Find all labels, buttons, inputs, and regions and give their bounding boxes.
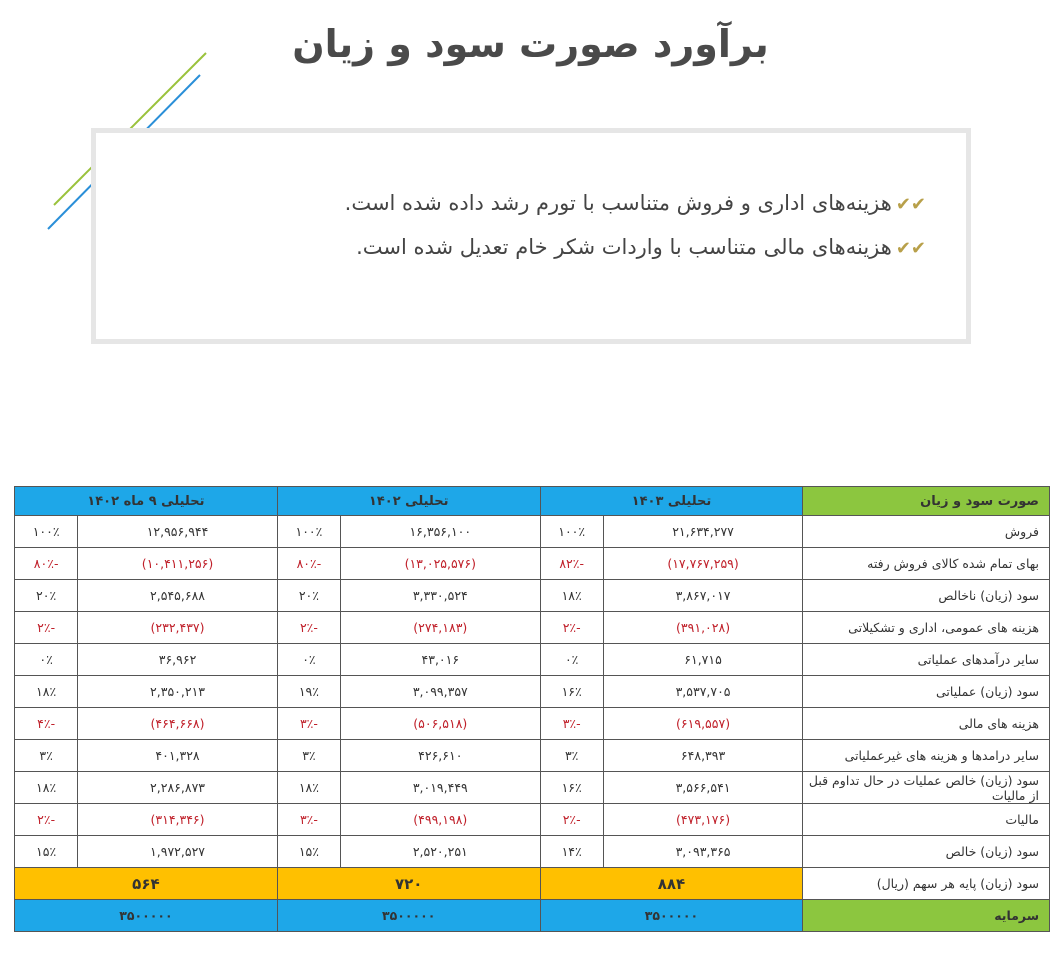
- value-1402: ۳,۳۳۰,۵۲۴: [341, 580, 541, 612]
- value-1403: ۳,۸۶۷,۰۱۷: [603, 580, 803, 612]
- value-9m-1402: (۴۶۴,۶۶۸): [78, 708, 278, 740]
- capital-1403: ۳۵۰۰۰۰۰: [540, 900, 803, 932]
- row-label: فروش: [803, 516, 1050, 548]
- table-body: [15, 516, 1050, 868]
- percent-1402: ۱۸٪: [277, 772, 340, 804]
- profit-loss-table: [14, 486, 1050, 932]
- capital-9m-1402: ۳۵۰۰۰۰۰: [15, 900, 278, 932]
- value-9m-1402: (۲۳۲,۴۳۷): [78, 612, 278, 644]
- table-row: [15, 676, 1050, 708]
- table-row: [15, 548, 1050, 580]
- table-row: [15, 644, 1050, 676]
- percent-1402: ۳٪: [277, 740, 340, 772]
- row-label: سایر درآمدهای عملیاتی: [803, 644, 1050, 676]
- percent-1403: -۲٪: [540, 804, 603, 836]
- percent-9m-1402: -۲٪: [15, 612, 78, 644]
- percent-1403: ۱۰۰٪: [540, 516, 603, 548]
- value-1402: ۳,۰۹۹,۳۵۷: [341, 676, 541, 708]
- percent-1402: -۳٪: [277, 708, 340, 740]
- percent-1403: ۰٪: [540, 644, 603, 676]
- row-label: سود (زیان) ناخالص: [803, 580, 1050, 612]
- table-row: [15, 740, 1050, 772]
- percent-1402: -۲٪: [277, 612, 340, 644]
- value-1403: ۲۱,۶۳۴,۲۷۷: [603, 516, 803, 548]
- row-label: هزینه های عمومی، اداری و تشکیلاتی: [803, 612, 1050, 644]
- percent-1402: -۳٪: [277, 804, 340, 836]
- percent-9m-1402: ۳٪: [15, 740, 78, 772]
- percent-1402: ۱۰۰٪: [277, 516, 340, 548]
- value-9m-1402: (۱۰,۴۱۱,۲۵۶): [78, 548, 278, 580]
- table-row: [15, 516, 1050, 548]
- table-row: [15, 804, 1050, 836]
- value-9m-1402: ۲,۳۵۰,۲۱۳: [78, 676, 278, 708]
- percent-1402: ۱۹٪: [277, 676, 340, 708]
- value-1402: (۱۳,۰۲۵,۵۷۶): [341, 548, 541, 580]
- value-1403: (۴۷۳,۱۷۶): [603, 804, 803, 836]
- header-1403: تحلیلی ۱۴۰۳: [540, 487, 803, 516]
- row-label: سود (زیان) عملیاتی: [803, 676, 1050, 708]
- eps-9m-1402: ۵۶۴: [15, 868, 278, 900]
- row-label: سود (زیان) خالص: [803, 836, 1050, 868]
- value-1402: ۲,۵۲۰,۲۵۱: [341, 836, 541, 868]
- value-9m-1402: (۳۱۴,۳۴۶): [78, 804, 278, 836]
- percent-9m-1402: -۸۰٪: [15, 548, 78, 580]
- percent-1403: ۱۸٪: [540, 580, 603, 612]
- notes-box: [91, 128, 971, 344]
- capital-label: سرمایه: [803, 900, 1050, 932]
- percent-1403: ۱۶٪: [540, 772, 603, 804]
- percent-1403: -۳٪: [540, 708, 603, 740]
- row-label: سود (زیان) خالص عملیات در حال تداوم قبل از مالیات: [803, 772, 1050, 804]
- header-1402: تحلیلی ۱۴۰۲: [277, 487, 540, 516]
- row-label: بهای تمام شده کالای فروش رفته: [803, 548, 1050, 580]
- value-1402: (۴۹۹,۱۹۸): [341, 804, 541, 836]
- header-9m-1402: تحلیلی ۹ ماه ۱۴۰۲: [15, 487, 278, 516]
- value-1403: ۶۴۸,۳۹۳: [603, 740, 803, 772]
- percent-9m-1402: ۱۸٪: [15, 772, 78, 804]
- percent-1402: ۲۰٪: [277, 580, 340, 612]
- value-9m-1402: ۲,۲۸۶,۸۷۳: [78, 772, 278, 804]
- note-text: هزینه‌های مالی متناسب با واردات شکر خام تعدیل شده است.: [356, 235, 892, 259]
- value-1403: (۱۷,۷۶۷,۲۵۹): [603, 548, 803, 580]
- eps-1403: ۸۸۴: [540, 868, 803, 900]
- percent-9m-1402: ۰٪: [15, 644, 78, 676]
- eps-label: سود (زیان) پایه هر سهم (ریال): [803, 868, 1050, 900]
- percent-9m-1402: -۴٪: [15, 708, 78, 740]
- percent-1402: ۰٪: [277, 644, 340, 676]
- note-item: [345, 191, 926, 215]
- value-9m-1402: ۴۰۱,۳۲۸: [78, 740, 278, 772]
- capital-1402: ۳۵۰۰۰۰۰: [277, 900, 540, 932]
- value-1402: ۴۳,۰۱۶: [341, 644, 541, 676]
- capital-row: [15, 900, 1050, 932]
- row-label: مالیات: [803, 804, 1050, 836]
- value-1403: ۳,۰۹۳,۳۶۵: [603, 836, 803, 868]
- value-1403: (۶۱۹,۵۵۷): [603, 708, 803, 740]
- percent-1403: ۳٪: [540, 740, 603, 772]
- header-statement: صورت سود و زیان: [803, 487, 1050, 516]
- value-9m-1402: ۳۶,۹۶۲: [78, 644, 278, 676]
- percent-9m-1402: ۱۵٪: [15, 836, 78, 868]
- percent-9m-1402: ۲۰٪: [15, 580, 78, 612]
- eps-1402: ۷۲۰: [277, 868, 540, 900]
- percent-1403: -۸۲٪: [540, 548, 603, 580]
- value-1403: ۶۱,۷۱۵: [603, 644, 803, 676]
- percent-1402: -۸۰٪: [277, 548, 340, 580]
- percent-1403: ۱۴٪: [540, 836, 603, 868]
- table-row: [15, 580, 1050, 612]
- table-header-row: [15, 487, 1050, 516]
- row-label: هزینه های مالی: [803, 708, 1050, 740]
- value-1403: ۳,۵۳۷,۷۰۵: [603, 676, 803, 708]
- percent-9m-1402: ۱۰۰٪: [15, 516, 78, 548]
- eps-row: [15, 868, 1050, 900]
- note-text: هزینه‌های اداری و فروش متناسب با تورم رشد داده شده است.: [344, 191, 892, 215]
- percent-9m-1402: -۲٪: [15, 804, 78, 836]
- row-label: سایر درامدها و هزینه های غیرعملیاتی: [803, 740, 1050, 772]
- note-item: [356, 235, 926, 259]
- percent-1403: ۱۶٪: [540, 676, 603, 708]
- table-row: [15, 708, 1050, 740]
- value-9m-1402: ۲,۵۴۵,۶۸۸: [78, 580, 278, 612]
- table-row: [15, 612, 1050, 644]
- value-1403: (۳۹۱,۰۲۸): [603, 612, 803, 644]
- value-1402: ۴۲۶,۶۱۰: [341, 740, 541, 772]
- page-title: برآورد صورت سود و زیان: [292, 22, 769, 66]
- value-9m-1402: ۱۲,۹۵۶,۹۴۴: [78, 516, 278, 548]
- value-1402: (۲۷۴,۱۸۳): [341, 612, 541, 644]
- double-check-icon: ✔✔: [895, 238, 926, 259]
- percent-9m-1402: ۱۸٪: [15, 676, 78, 708]
- value-1403: ۳,۵۶۶,۵۴۱: [603, 772, 803, 804]
- value-1402: ۳,۰۱۹,۴۴۹: [341, 772, 541, 804]
- value-1402: (۵۰۶,۵۱۸): [341, 708, 541, 740]
- value-1402: ۱۶,۳۵۶,۱۰۰: [341, 516, 541, 548]
- percent-1402: ۱۵٪: [277, 836, 340, 868]
- double-check-icon: ✔✔: [895, 194, 926, 215]
- percent-1403: -۲٪: [540, 612, 603, 644]
- table-row: [15, 772, 1050, 804]
- value-9m-1402: ۱,۹۷۲,۵۲۷: [78, 836, 278, 868]
- table-row: [15, 836, 1050, 868]
